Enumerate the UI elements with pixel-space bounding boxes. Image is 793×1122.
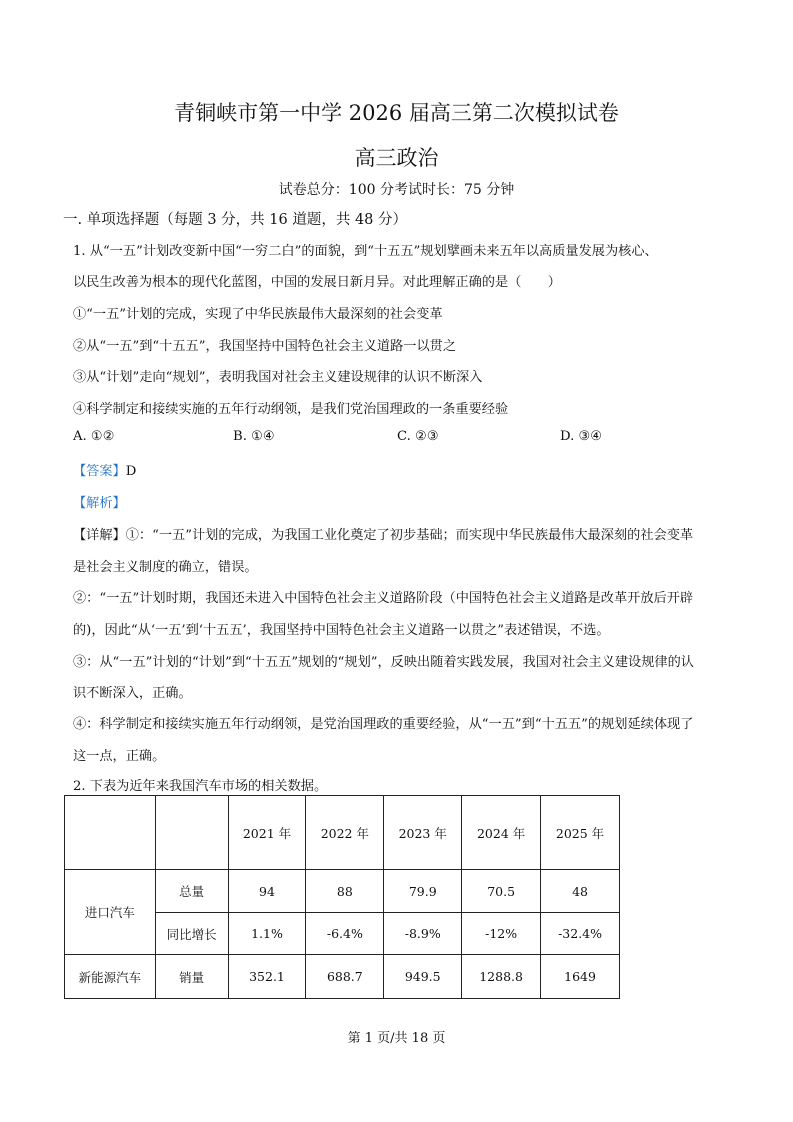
q1-statement-3: ③从“计划”走向“规划”，表明我国对社会主义建设规律的认识不断深入	[73, 370, 483, 385]
table-cell: 88	[306, 870, 384, 913]
nev-label: 新能源汽车	[65, 955, 156, 999]
table-cell: 352.1	[228, 955, 306, 999]
table-cell: 70.5	[462, 870, 541, 913]
page-footer: 第 1 页/共 18 页	[347, 1031, 446, 1046]
detail-line-5: ③：从“一五”计划的“计划”到“十五五”规划的“规划”，反映出随着实践发展，我国对社会主义建设规律的认	[73, 655, 694, 670]
car-market-table	[64, 795, 620, 999]
detail-line-2: 是社会主义制度的确立，错误。	[73, 560, 258, 575]
table-cell: 48	[541, 870, 620, 913]
table-cell: 94	[228, 870, 306, 913]
q1-stem-line1: 1. 从“一五”计划改变新中国“一穷二白”的面貌，到“十五五”规划擘画未来五年以高质量发展为核心、	[73, 244, 658, 259]
table-row	[65, 870, 620, 913]
year-header: 2021 年	[228, 796, 306, 870]
detail-text-1: ①：“一五”计划的完成，为我国工业化奠定了初步基础；而实现中华民族最伟大最深刻的社会变革	[125, 528, 694, 543]
q1-statement-2: ②从“一五”到“十五五”，我国坚持中国特色社会主义道路一以贯之	[73, 339, 457, 354]
sales-label: 销量	[155, 955, 228, 999]
detail-line-1	[73, 524, 693, 543]
answer-label: 【答案】	[73, 464, 126, 479]
analysis-label: 【解析】	[73, 496, 126, 511]
year-header: 2025 年	[541, 796, 620, 870]
total-label: 总量	[155, 870, 228, 913]
year-header: 2024 年	[462, 796, 541, 870]
q2-stem: 2. 下表为近年来我国汽车市场的相关数据。	[73, 779, 328, 794]
q1-statement-4: ④科学制定和接续实施的五年行动纲领，是我们党治国理政的一条重要经验	[73, 402, 509, 417]
table-row	[65, 955, 620, 999]
detail-line-6: 识不断深入，正确。	[73, 686, 192, 701]
table-corner-cell	[65, 796, 156, 870]
q1-option-d: D. ③④	[560, 429, 603, 444]
q1-option-c: C. ②③	[397, 429, 439, 444]
exam-meta: 试卷总分：100 分考试时长：75 分钟	[278, 182, 515, 198]
import-car-label: 进口汽车	[65, 870, 156, 955]
detail-line-4: 的)，因此“从‘一五’到‘十五五’，我国坚持中国特色社会主义道路一以贯之”表述错误，不选。	[73, 623, 610, 638]
table-cell: 1288.8	[462, 955, 541, 999]
growth-label: 同比增长	[155, 913, 228, 955]
exam-title: 青铜峡市第一中学 2026 届高三第二次模拟试卷	[174, 101, 619, 125]
year-header: 2023 年	[384, 796, 462, 870]
table-corner-cell	[155, 796, 228, 870]
detail-label: 【详解】	[73, 528, 126, 543]
table-cell: 1.1%	[228, 913, 306, 955]
table-cell: 1649	[541, 955, 620, 999]
q1-answer	[73, 460, 136, 479]
q1-option-b: B. ①④	[233, 429, 275, 444]
table-cell: -32.4%	[541, 913, 620, 955]
table-header-row	[65, 796, 620, 870]
answer-value: D	[125, 464, 137, 479]
table-cell: -6.4%	[306, 913, 384, 955]
year-header: 2022 年	[306, 796, 384, 870]
detail-line-3: ②：“一五”计划时期，我国还未进入中国特色社会主义道路阶段（中国特色社会主义道路是改革开放后开辟	[73, 591, 694, 606]
table-cell: 79.9	[384, 870, 462, 913]
q1-stem-line2: 以民生改善为根本的现代化蓝图，中国的发展日新月异。对此理解正确的是（ ）	[73, 275, 561, 290]
detail-line-7: ④：科学制定和接续实施五年行动纲领，是党治国理政的重要经验，从“一五”到“十五五”的规划延续体现了	[73, 717, 694, 732]
table-cell: -8.9%	[384, 913, 462, 955]
table-cell: -12%	[462, 913, 541, 955]
q1-statement-1: ①“一五”计划的完成，实现了中华民族最伟大最深刻的社会变革	[73, 307, 443, 322]
table-cell: 688.7	[306, 955, 384, 999]
q1-option-a: A. ①②	[73, 429, 115, 444]
section-heading: 一. 单项选择题（每题 3 分，共 16 道题，共 48 分）	[63, 212, 407, 228]
detail-line-8: 这一点，正确。	[73, 749, 166, 764]
table-cell: 949.5	[384, 955, 462, 999]
subject-title: 高三政治	[354, 146, 439, 170]
